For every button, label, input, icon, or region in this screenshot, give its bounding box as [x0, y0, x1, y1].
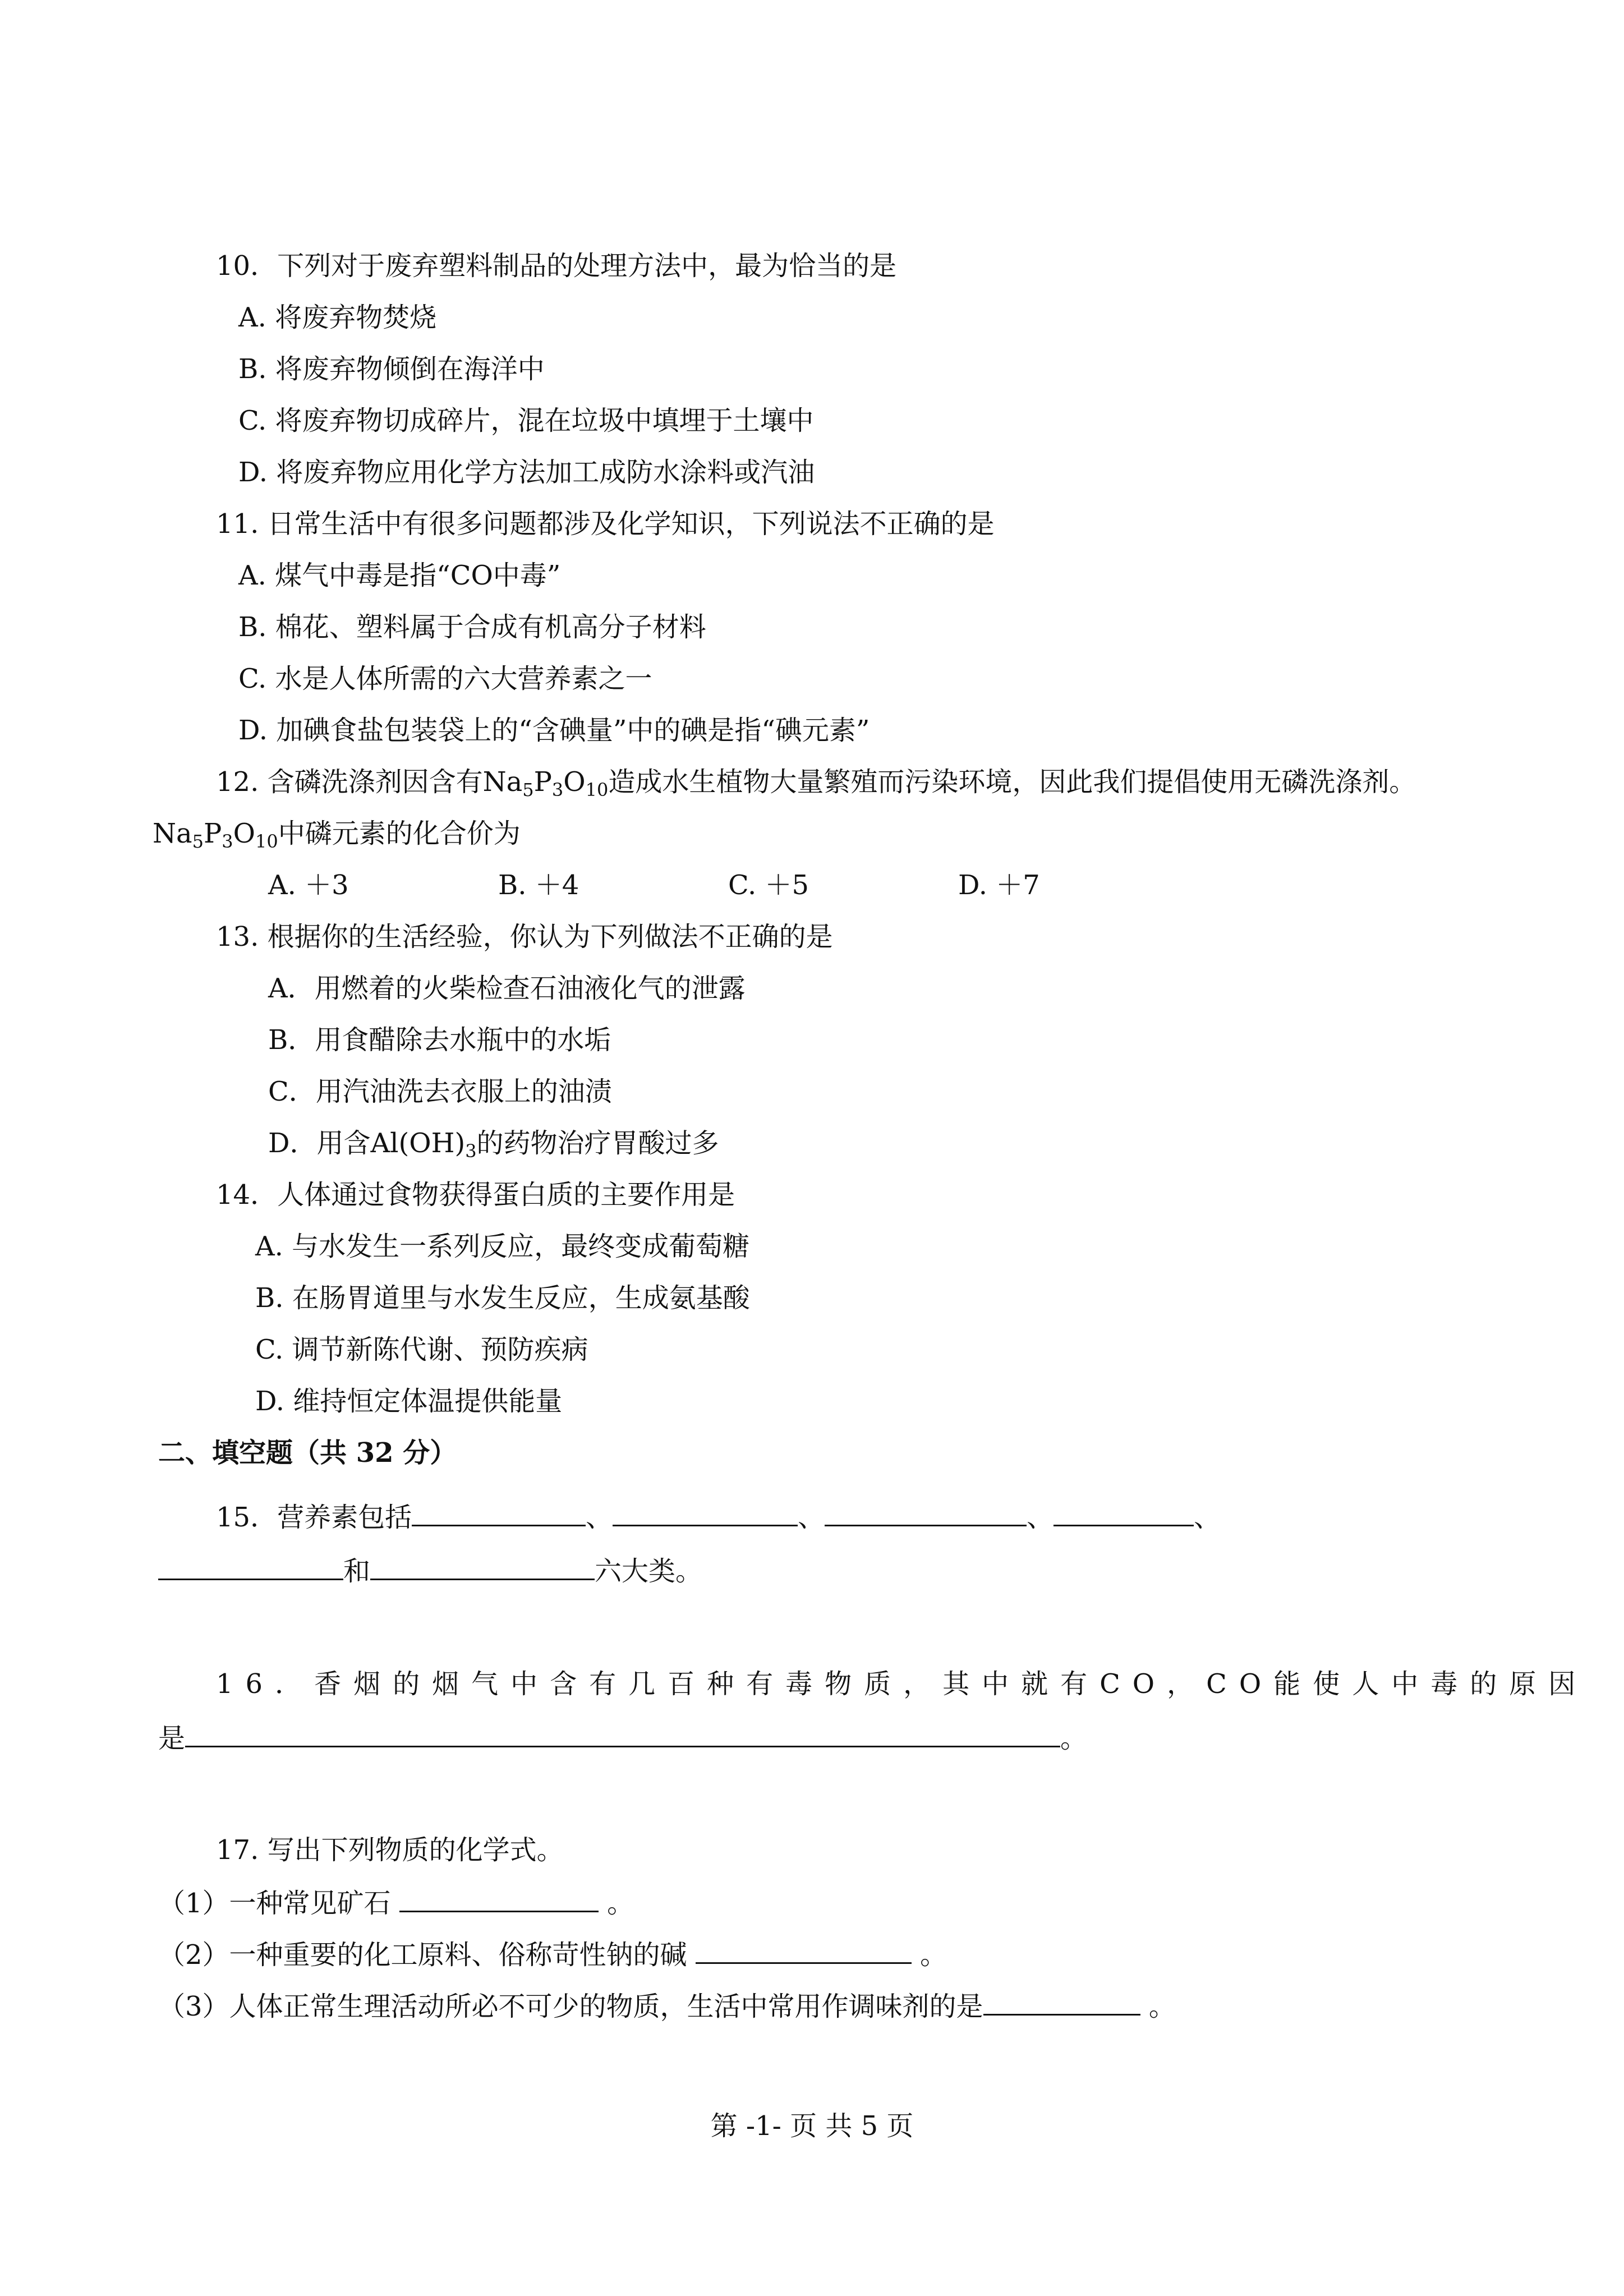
q12-formula-2: $Na_5P_3O_{10}$	[153, 818, 278, 852]
q10-stem: 10．下列对于废弃塑料制品的处理方法中，最为恰当的是	[216, 250, 897, 282]
q15-blank-2[interactable]	[613, 1499, 798, 1526]
q17-blank-2[interactable]	[696, 1936, 912, 1964]
q15-blank-6[interactable]	[370, 1553, 595, 1580]
q13-option-b: B．用食醋除去水瓶中的水垢	[268, 1024, 611, 1056]
q11-option-b: B. 棉花、塑料属于合成有机高分子材料	[238, 611, 706, 643]
q15-blank-4[interactable]	[1053, 1499, 1194, 1526]
q14-option-b: B. 在肠胃道里与水发生反应，生成氨基酸	[255, 1282, 750, 1314]
q10-option-b: B. 将废弃物倾倒在海洋中	[238, 353, 545, 385]
q12-stem-line2: $Na_5P_3O_{10}$中磷元素的化合价为	[153, 818, 521, 852]
q14-option-d: D. 维持恒定体温提供能量	[255, 1386, 563, 1417]
q17-item-1: （1）一种常见矿石 。	[158, 1885, 634, 1920]
q15-blank-1[interactable]	[412, 1499, 586, 1526]
q17-item-3: （3）人体正常生理活动所必不可少的物质，生活中常用作调味剂的是 。	[158, 1988, 1176, 2023]
q11-option-a: A. 煤气中毒是指“CO中毒”	[238, 560, 561, 591]
q12-option-a: A. ＋3	[268, 869, 349, 901]
q10-option-a: A. 将废弃物焚烧	[238, 302, 437, 333]
q12-stem-post: 造成水生植物大量繁殖而污染环境，因此我们提倡使用无磷洗涤剂。	[608, 766, 1416, 798]
q11-option-d: D. 加碘食盐包装袋上的“含碘量”中的碘是指“碘元素”	[238, 715, 870, 746]
q12-stem	[216, 765, 1416, 799]
q15-blank-5[interactable]	[158, 1553, 343, 1580]
q12-option-d: D. ＋7	[958, 869, 1040, 901]
q17-blank-3[interactable]	[983, 1988, 1140, 2016]
q15-line1: 15．营养素包括 、 、 、 、	[216, 1499, 1221, 1534]
page-footer: 第 -1- 页 共 5 页	[710, 2110, 914, 2142]
q12-options	[268, 868, 1188, 902]
q17-blank-1[interactable]	[399, 1885, 599, 1912]
q12-formula: $Na_5P_3O_{10}$	[482, 766, 609, 800]
q14-stem: 14．人体通过食物获得蛋白质的主要作用是	[216, 1179, 735, 1211]
q16-stem: 16．香烟的烟气中含有几百种有毒物质，其中就有CO，CO能使人中毒的原因	[216, 1668, 1588, 1700]
q14-option-a: A. 与水发生一系列反应，最终变成葡萄糖	[255, 1231, 750, 1262]
q13-option-c: C．用汽油洗去衣服上的油渍	[268, 1076, 612, 1107]
q15-line2: 和 六大类。	[158, 1553, 702, 1588]
q14-option-c: C. 调节新陈代谢、预防疾病	[255, 1334, 588, 1365]
q15-blank-3[interactable]	[825, 1499, 1027, 1526]
q17-stem: 17. 写出下列物质的化学式。	[216, 1834, 564, 1866]
q13-stem: 13. 根据你的生活经验，你认为下列做法不正确的是	[216, 921, 833, 953]
q10-option-c: C. 将废弃物切成碎片，混在垃圾中填埋于土壤中	[238, 405, 814, 436]
q13-option-d: D．用含$Al(OH)_3$的药物治疗胃酸过多	[268, 1128, 719, 1162]
section-2-title: 二、填空题（共 32 分）	[158, 1437, 457, 1469]
q12-option-c: C. ＋5	[728, 869, 809, 901]
q16-blank[interactable]	[185, 1720, 1060, 1747]
q10-option-d: D. 将废弃物应用化学方法加工成防水涂料或汽油	[238, 457, 815, 488]
q12-stem-pre: 12. 含磷洗涤剂因含有	[216, 766, 483, 798]
q11-stem: 11. 日常生活中有很多问题都涉及化学知识，下列说法不正确的是	[216, 508, 995, 540]
q15-stem: 15．营养素包括	[216, 1502, 412, 1533]
q16-line2: 是 。	[158, 1720, 1087, 1755]
q13-option-a: A．用燃着的火柴检查石油液化气的泄露	[268, 973, 746, 1004]
q17-item-2: （2）一种重要的化工原料、俗称苛性钠的碱 。	[158, 1936, 947, 1972]
q11-option-c: C. 水是人体所需的六大营养素之一	[238, 663, 652, 694]
q12-option-b: B. ＋4	[498, 869, 579, 901]
